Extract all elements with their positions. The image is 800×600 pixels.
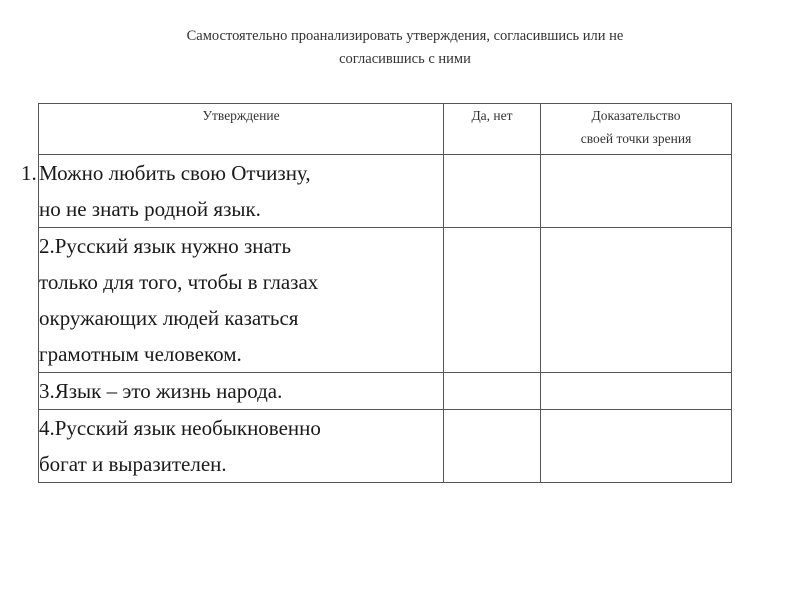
table-row: [39, 155, 732, 228]
yes-no-cell[interactable]: [444, 410, 541, 483]
proof-cell[interactable]: [541, 228, 732, 373]
header-proof: [541, 104, 732, 155]
yes-no-cell[interactable]: [444, 155, 541, 228]
header-yes-no-label: Да, нет: [471, 108, 513, 123]
statement-line: грамотным человеком.: [39, 342, 242, 366]
statement-line: [39, 373, 443, 409]
statement-cell: [39, 410, 444, 483]
statement-cell: [21, 155, 444, 228]
statement-text: Язык – это жизнь народа.: [54, 379, 283, 403]
statement-text: Русский язык нужно знать: [54, 234, 292, 258]
statement-number: 4.: [39, 416, 55, 440]
proof-cell[interactable]: [541, 155, 732, 228]
statement-cell: [39, 228, 444, 373]
statement-cell: [39, 373, 444, 410]
statement-text: Можно любить свою Отчизну,: [39, 161, 311, 185]
table-row: [39, 228, 732, 373]
header-yes-no: [444, 104, 541, 155]
statement-line: [39, 228, 443, 264]
statement-number: 3.: [39, 379, 55, 403]
title-line-2: согласившись с ними: [339, 51, 471, 67]
statement-line: [21, 155, 443, 191]
statement-line: [39, 410, 443, 446]
header-proof-line-1: Доказательство: [591, 108, 681, 123]
proof-cell[interactable]: [541, 410, 732, 483]
header-proof-line-2: своей точки зрения: [580, 131, 692, 146]
statement-line: только для того, чтобы в глазах: [39, 270, 319, 294]
table-row: [39, 410, 732, 483]
title-line-1: Самостоятельно проанализировать утверждения, согласившись или не: [186, 28, 624, 44]
statement-number: 1.: [21, 161, 37, 185]
statement-line: окружающих людей казаться: [39, 306, 299, 330]
statement-line: богат и выразителен.: [39, 452, 227, 476]
table-row: [39, 373, 732, 410]
statements-table: [21, 103, 732, 483]
statement-number: 2.: [39, 234, 55, 258]
yes-no-cell[interactable]: [444, 373, 541, 410]
page-title: [60, 25, 750, 71]
table-header-row: [39, 104, 732, 155]
header-statement-label: Утверждение: [202, 108, 280, 123]
statement-line: но не знать родной язык.: [39, 197, 261, 221]
statement-text: Русский язык необыкновенно: [54, 416, 321, 440]
header-statement: [39, 104, 444, 155]
proof-cell[interactable]: [541, 373, 732, 410]
yes-no-cell[interactable]: [444, 228, 541, 373]
